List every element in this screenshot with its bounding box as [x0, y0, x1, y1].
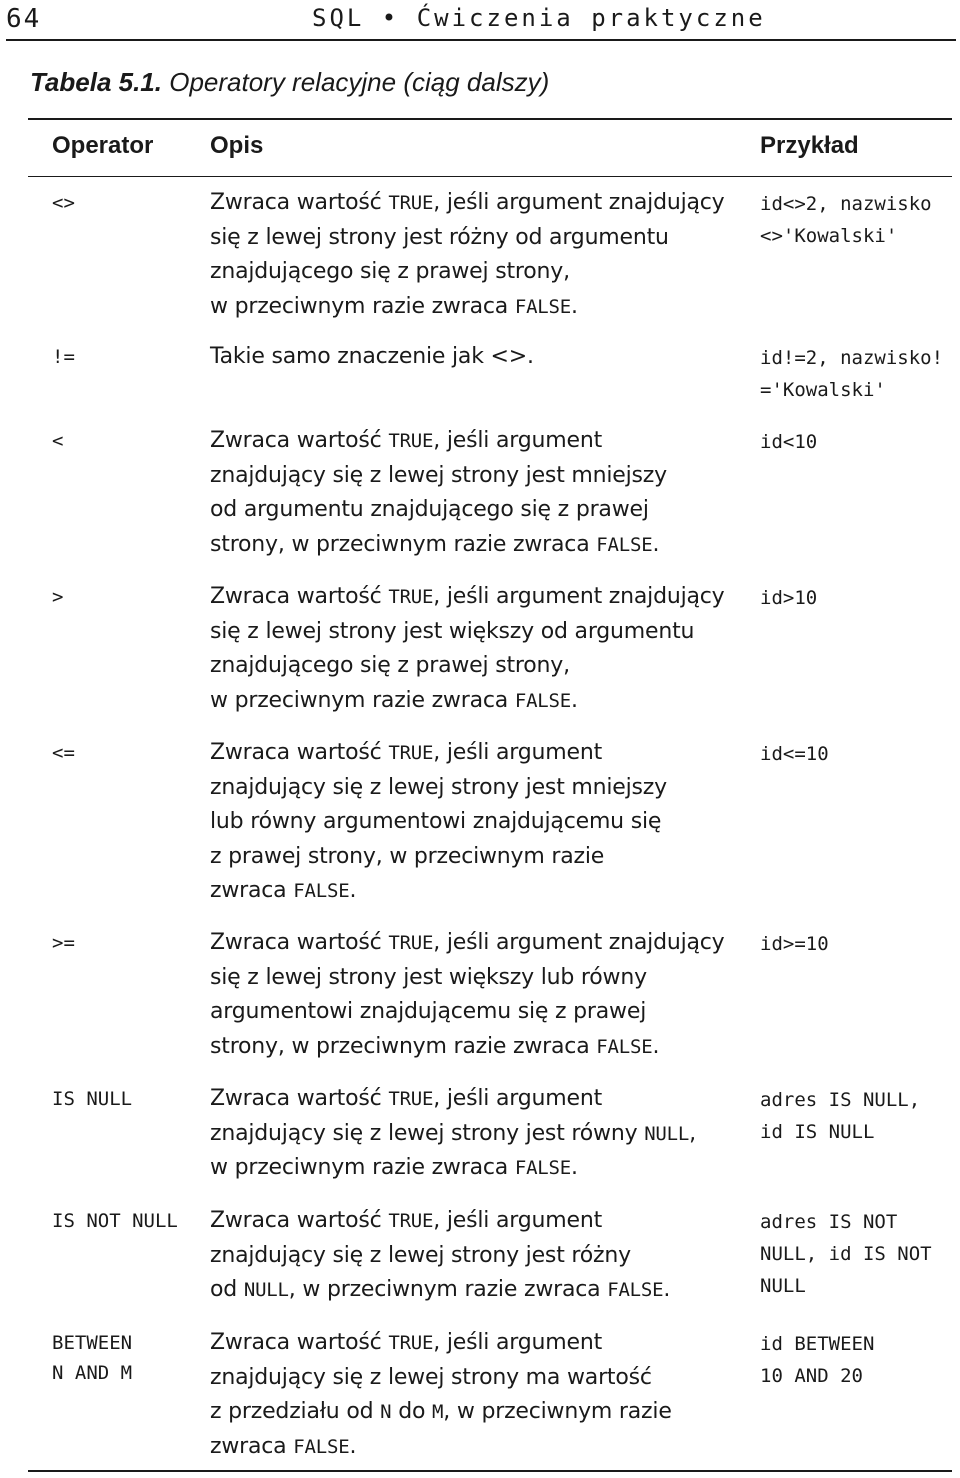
description-cell [210, 1204, 740, 1308]
inline-code: FALSE [293, 880, 350, 902]
inline-code: N [380, 1401, 392, 1423]
text-run: , jeśli argument znajdujący [433, 584, 725, 609]
text-run: strony, w przeciwnym razie zwraca [210, 531, 597, 557]
text-run: , jeśli argument [433, 1330, 602, 1355]
operator-cell: >= [52, 932, 75, 954]
inline-code: FALSE [514, 1157, 572, 1179]
inline-code: FALSE [596, 1035, 653, 1058]
example-line: ='Kowalski' [760, 379, 886, 401]
example-cell [760, 1328, 952, 1392]
example-cell [760, 582, 952, 614]
description-line [210, 615, 740, 650]
text-run: z prawej strony, w przeciwnym razie [210, 843, 605, 869]
inline-code: TRUE [388, 1088, 434, 1110]
description-cell [210, 186, 740, 324]
operator-cell: <> [52, 192, 75, 214]
text-run: , jeśli argument [433, 1086, 602, 1111]
example-line: NULL [760, 1275, 806, 1297]
example-line: 10 AND 20 [760, 1365, 863, 1387]
inline-code: M [432, 1401, 444, 1423]
description-line [210, 528, 740, 563]
example-line: id>10 [760, 587, 818, 609]
example-cell [760, 928, 952, 960]
text-run: znajdujący się z lewej strony ma wartość [210, 1364, 652, 1390]
text-run: Zwraca wartość [210, 1330, 389, 1355]
inline-code: TRUE [388, 192, 434, 214]
inline-code: FALSE [514, 689, 572, 712]
description-cell [210, 424, 740, 562]
description-line [210, 424, 740, 459]
description-line [210, 1204, 740, 1239]
text-run: się z lewej strony jest większy od argumentu [210, 618, 695, 644]
text-run: Zwraca wartość [210, 740, 389, 765]
description-line [210, 805, 740, 840]
example-line: id<=10 [760, 743, 829, 765]
text-run: się z lewej strony jest różny od argumentu [210, 224, 669, 250]
text-run: znajdujący się z lewej strony jest różny [210, 1242, 631, 1268]
example-line: adres IS NULL, [760, 1089, 921, 1111]
operator-cell: <= [52, 742, 75, 764]
description-line [210, 1117, 740, 1152]
description-line [210, 684, 740, 719]
example-cell [760, 426, 952, 458]
text-run: , jeśli argument [433, 1208, 602, 1233]
description-line [210, 1395, 740, 1430]
description-cell [210, 736, 740, 909]
description-line [210, 736, 740, 771]
page-header [0, 0, 960, 44]
inline-code: NULL [644, 1122, 690, 1145]
description-line [210, 840, 740, 875]
example-line: id!=2, nazwisko! [760, 347, 944, 369]
table-caption [30, 67, 549, 98]
inline-code: FALSE [607, 1279, 664, 1301]
text-run: Zwraca wartość [210, 1086, 389, 1111]
text-run: Zwraca wartość [210, 428, 389, 453]
text-run: , jeśli argument znajdujący [433, 190, 725, 215]
column-header-example: Przykład [760, 132, 859, 159]
text-run: , w przeciwnym razie [443, 1399, 672, 1424]
description-line [210, 221, 740, 256]
column-header-operator: Operator [52, 132, 154, 159]
inline-code: FALSE [293, 1435, 350, 1458]
text-run: Zwraca wartość [210, 930, 389, 955]
operator-cell: != [52, 346, 75, 368]
example-cell [760, 188, 952, 252]
text-run: , jeśli argument znajdujący [433, 930, 725, 955]
operator-cell: > [52, 586, 64, 608]
description-line [210, 186, 740, 221]
inline-code: TRUE [388, 1210, 434, 1232]
example-line: NULL, id IS NOT [760, 1243, 932, 1265]
text-run: Zwraca wartość [210, 584, 389, 609]
example-line: <>'Kowalski' [760, 225, 898, 247]
text-run: od argumentu znajdującego się z prawej [210, 497, 649, 522]
description-line [210, 255, 740, 290]
example-line: id<10 [760, 431, 818, 453]
description-cell [210, 1326, 740, 1464]
text-run: znajdujący się z lewej strony jest mniejszy [210, 774, 667, 800]
description-line [210, 1151, 740, 1186]
text-run: w przeciwnym razie zwraca [210, 293, 515, 319]
text-run: , jeśli argument [433, 428, 602, 453]
example-cell [760, 342, 952, 406]
inline-code: TRUE [388, 430, 434, 452]
text-run: argumentowi znajdującemu się z prawej [210, 999, 647, 1024]
text-run: się z lewej strony jest większy lub równy [210, 964, 647, 990]
text-run: . [349, 878, 357, 903]
header-rule [6, 39, 956, 41]
inline-code: TRUE [388, 932, 434, 954]
text-run: . [571, 293, 578, 319]
inline-code: TRUE [388, 586, 434, 608]
operator-cell: < [52, 430, 64, 452]
running-head: SQL • Ćwiczenia praktyczne [312, 4, 766, 32]
text-run: . [652, 1033, 660, 1059]
operator-cell: BETWEEN N AND M [52, 1332, 133, 1384]
example-line: id IS NULL [760, 1121, 875, 1143]
text-run: . [349, 1433, 357, 1459]
description-line [210, 995, 740, 1030]
example-line: id<>2, nazwisko [760, 193, 932, 215]
text-run: znajdującego się z prawej strony, [210, 259, 570, 284]
text-run: Takie samo znaczenie jak <>. [210, 344, 534, 369]
table-caption-label: Tabela 5.1. [30, 67, 162, 97]
table-caption-text: Operatory relacyjne (ciąg dalszy) [162, 67, 550, 97]
description-cell [210, 926, 740, 1064]
inline-code: NULL [243, 1279, 289, 1301]
operator-cell: IS NULL [52, 1088, 133, 1110]
text-run: do [391, 1399, 433, 1424]
description-line [210, 1361, 740, 1396]
text-run: lub równy argumentowi znajdującemu się [210, 809, 662, 834]
example-line: id BETWEEN [760, 1333, 875, 1355]
text-run: . [663, 1277, 671, 1302]
text-run: Zwraca wartość [210, 190, 389, 215]
description-line [210, 290, 740, 325]
description-cell [210, 340, 740, 375]
text-run: w przeciwnym razie zwraca [210, 1155, 515, 1180]
column-header-description: Opis [210, 132, 264, 159]
text-run: od [210, 1277, 244, 1302]
text-run: . [571, 1155, 578, 1180]
example-line: id>=10 [760, 933, 829, 955]
example-cell [760, 1084, 952, 1148]
text-run: . [571, 687, 578, 713]
text-run: w przeciwnym razie zwraca [210, 687, 515, 713]
table-bottom-rule [28, 1470, 952, 1472]
description-line [210, 1326, 740, 1361]
description-line [210, 771, 740, 806]
operator-cell: IS NOT NULL [52, 1210, 178, 1232]
inline-code: TRUE [388, 1332, 434, 1354]
table-header-rule [28, 176, 952, 177]
description-cell [210, 1082, 740, 1186]
inline-code: FALSE [514, 295, 572, 318]
table-header [0, 132, 960, 172]
text-run: , jeśli argument [433, 740, 602, 765]
description-line [210, 459, 740, 494]
text-run: , w przeciwnym razie zwraca [288, 1277, 608, 1302]
description-line [210, 340, 740, 375]
description-line [210, 580, 740, 615]
description-line [210, 1239, 740, 1274]
description-line [210, 493, 740, 528]
description-line [210, 649, 740, 684]
inline-code: TRUE [388, 742, 434, 764]
text-run: znajdujący się z lewej strony jest równy [210, 1120, 645, 1146]
text-run: z przedziału od [210, 1399, 381, 1424]
description-cell [210, 580, 740, 718]
page-number: 64 [6, 4, 42, 34]
description-line [210, 1430, 740, 1465]
description-line [210, 1082, 740, 1117]
text-run: Zwraca wartość [210, 1208, 389, 1233]
text-run: strony, w przeciwnym razie zwraca [210, 1033, 597, 1059]
description-line [210, 961, 740, 996]
description-line [210, 874, 740, 909]
text-run: znajdującego się z prawej strony, [210, 653, 570, 678]
description-line [210, 926, 740, 961]
inline-code: FALSE [596, 533, 653, 556]
description-line [210, 1030, 740, 1065]
text-run: . [652, 531, 660, 557]
text-run: zwraca [210, 1433, 294, 1459]
table-top-rule [28, 118, 952, 120]
example-cell [760, 738, 952, 770]
text-run: zwraca [210, 878, 294, 903]
text-run: znajdujący się z lewej strony jest mniejszy [210, 462, 667, 488]
example-line: adres IS NOT [760, 1211, 898, 1233]
description-line [210, 1273, 740, 1308]
text-run: , [689, 1120, 696, 1146]
example-cell [760, 1206, 952, 1302]
